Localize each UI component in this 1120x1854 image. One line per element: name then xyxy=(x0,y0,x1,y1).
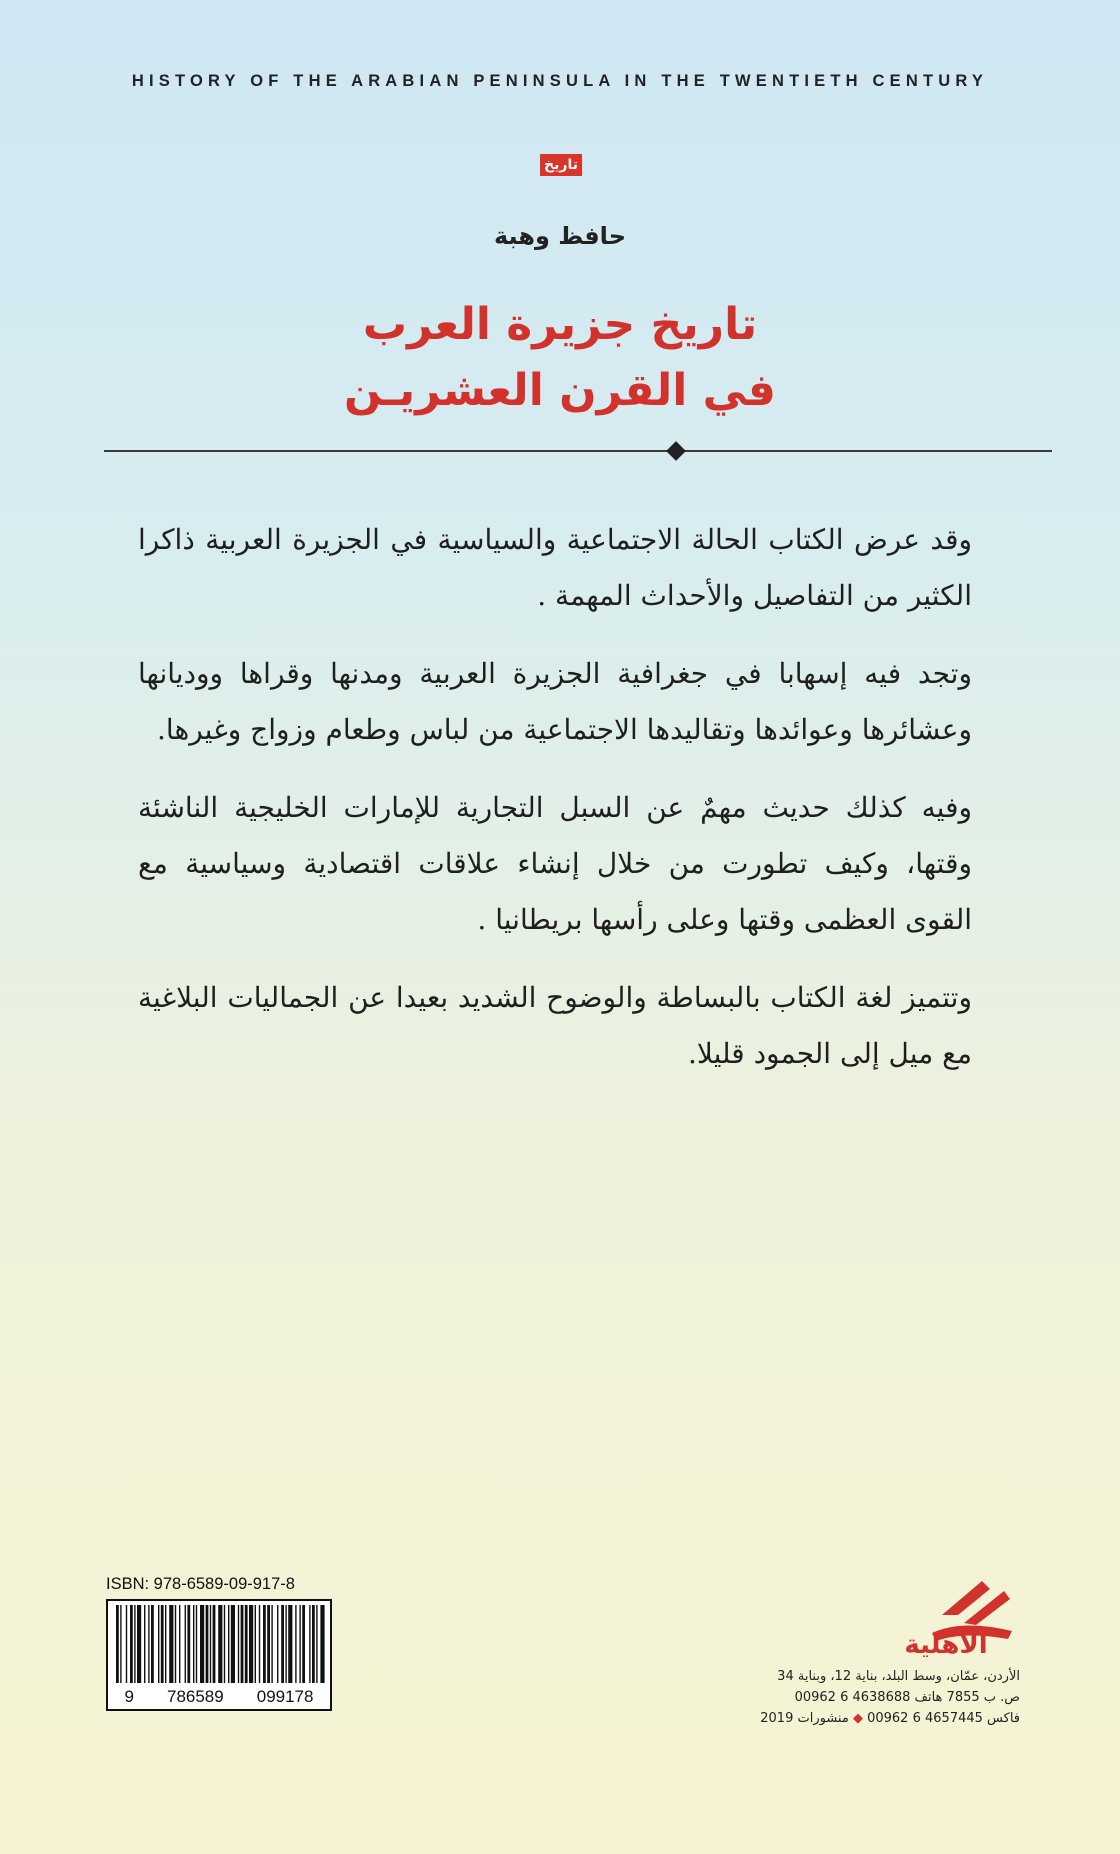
description-text xyxy=(138,512,972,1104)
barcode-digit-prefix: 9 xyxy=(124,1687,134,1706)
address-line-1: الأردن، عمّان، وسط البلد، بناية 12، وبناية 34 xyxy=(777,1669,1020,1684)
series-badge: تاريخ xyxy=(540,154,582,176)
divider-diamond xyxy=(666,441,686,461)
publisher-logo xyxy=(872,1575,1020,1657)
barcode-digit-group-left: 786589 xyxy=(166,1687,224,1706)
book-title xyxy=(260,292,860,424)
description-paragraph-3: وفيه كذلك حديث مهمٌ عن السبل التجارية للإمارات الخليجية الناشئة وقتها، وكيف تطورت من خلال إنشاء علاقات اقتصادية وسياسية مع القوى العظمى وقتها وعلى رأسها بريطانيا . xyxy=(138,791,972,936)
description-paragraph-1: وقد عرض الكتاب الحالة الاجتماعية والسياسية في الجزيرة العربية ذاكرا الكثير من التفاصيل والأحداث المهمة . xyxy=(138,523,972,612)
publisher-address xyxy=(700,1666,1020,1729)
address-line-3 xyxy=(700,1708,1020,1729)
barcode-digits xyxy=(108,1685,330,1709)
publisher-logo-text: الأهلية xyxy=(904,1630,988,1657)
author-name: حافظ وهبة xyxy=(494,222,626,250)
barcode-bars xyxy=(108,1601,330,1685)
barcode-digit-group-right: 099178 xyxy=(256,1687,314,1706)
address-fax: فاكس 4657445 6 00962 xyxy=(867,1711,1020,1726)
publisher-logo-mark xyxy=(872,1575,1020,1657)
isbn-barcode xyxy=(106,1599,332,1711)
description-paragraph-2: وتجد فيه إسهابا في جغرافية الجزيرة العربية ومدنها وقراها ووديانها وعشائرها وعوائدها وتقاليدها الاجتماعية من لباس وطعام وزواج وغيرها. xyxy=(138,657,972,746)
address-publication-year: منشورات 2019 xyxy=(760,1711,849,1726)
title-line-2: في القرن العشريـن xyxy=(344,365,776,416)
english-title: HISTORY OF THE ARABIAN PENINSULA IN THE TWENTIETH CENTURY xyxy=(131,72,989,90)
title-line-1: تاريخ جزيرة العرب xyxy=(362,299,758,350)
address-line-2: ص. ب 7855 هاتف 4638688 6 00962 xyxy=(794,1690,1020,1705)
separator-diamond-icon: ◆ xyxy=(852,1711,863,1726)
description-paragraph-4: وتتميز لغة الكتاب بالبساطة والوضوح الشديد بعيدا عن الجماليات البلاغية مع ميل إلى الجمود قليلا. xyxy=(138,981,972,1070)
divider-line xyxy=(104,450,1052,452)
isbn-label: ISBN: 978-6589-09-917-8 xyxy=(106,1575,295,1593)
ornamental-divider xyxy=(104,444,1052,458)
